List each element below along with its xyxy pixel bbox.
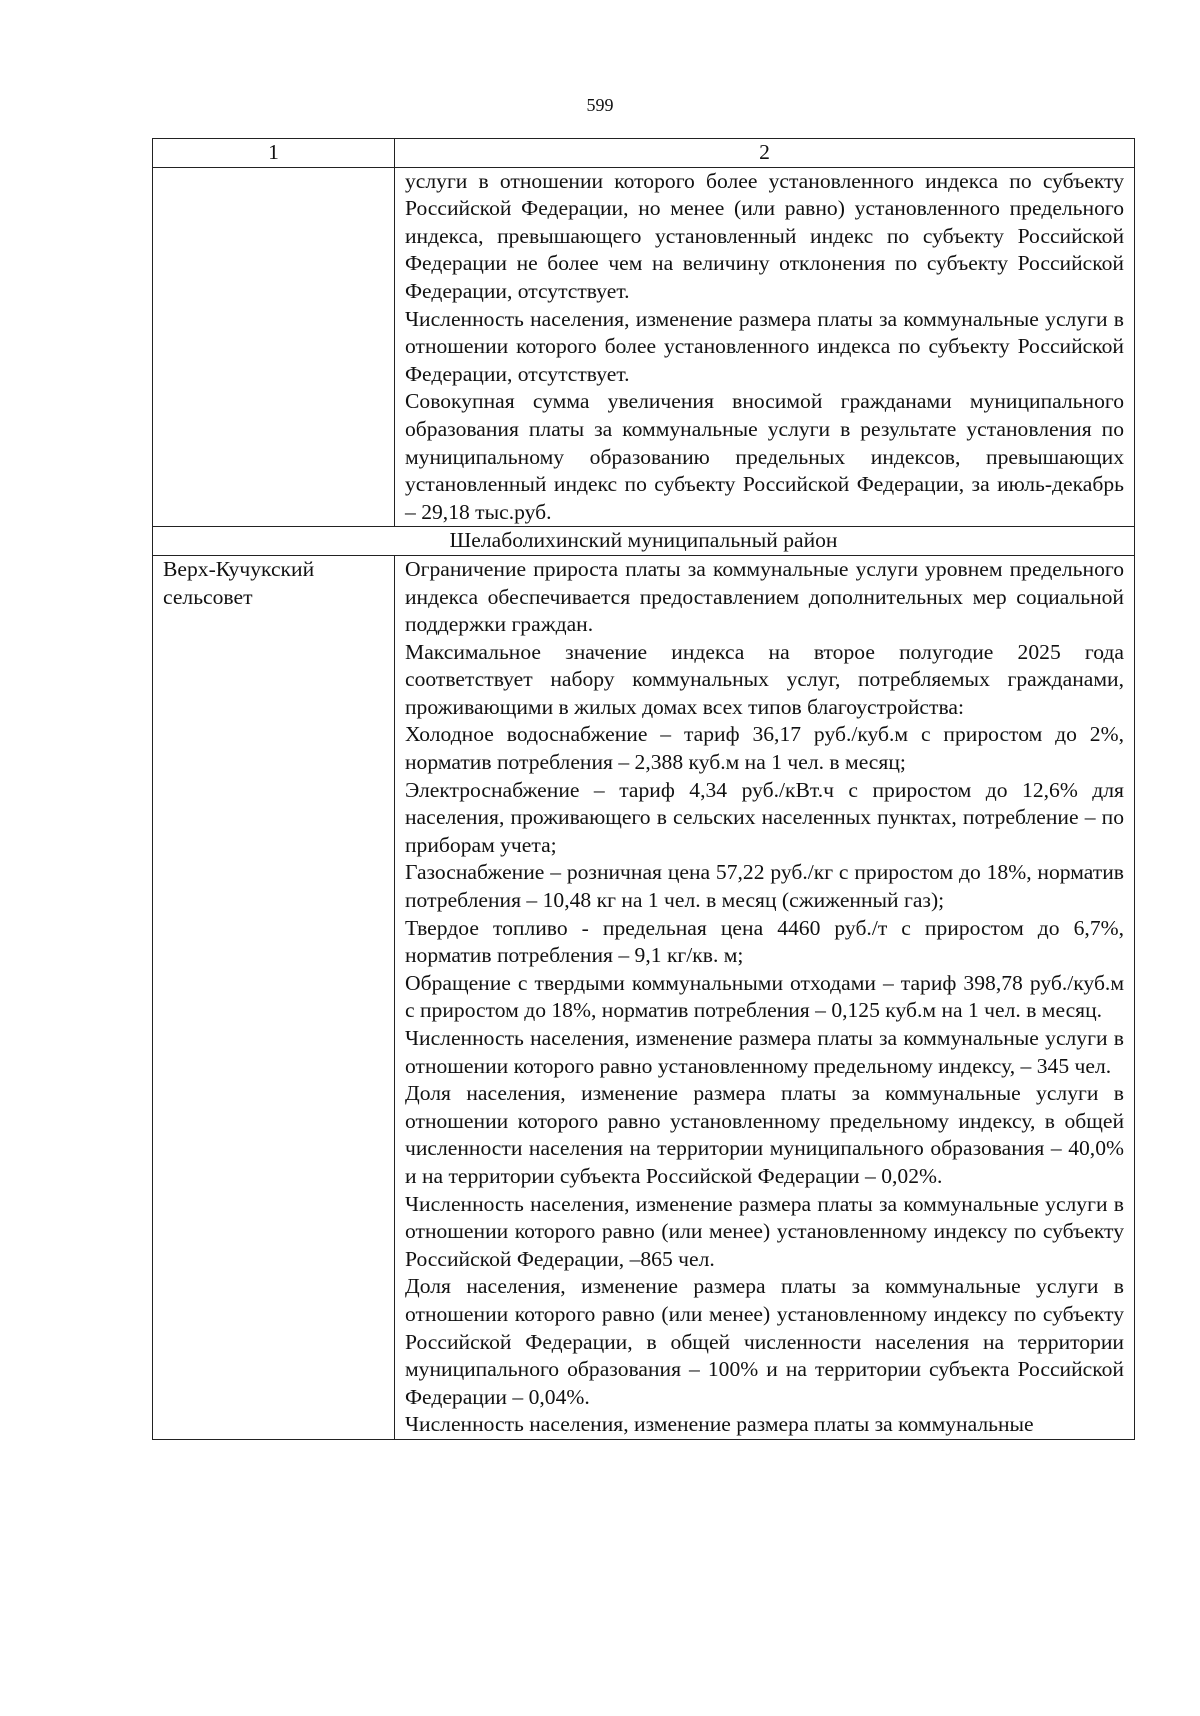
paragraph: Максимальное значение индекса на второе полугодие 2025 года соответствует набору коммунальных услуг, потребляемых гражданами, проживающими в жилых домах всех типов благоустройства: xyxy=(405,639,1124,719)
paragraph: Холодное водоснабжение – тариф 36,17 руб./куб.м с приростом до 2%, норматив потребления – 2,388 куб.м на 1 чел. в месяц; xyxy=(405,722,1124,775)
paragraph: услуги в отношении которого более установленного индекса по субъекту Российской Федерации, но менее (или равно) установленного предельного индекса, превышающего установленный индекс по субъекту Российской Федерации не более чем на величину отклонения по субъекту Российской Федерации, отсутствует. xyxy=(405,168,1124,303)
column-header-2: 2 xyxy=(395,139,1135,168)
table-row xyxy=(153,555,1135,1439)
paragraph: Численность населения, изменение размера платы за коммунальные xyxy=(405,1412,1034,1437)
section-row xyxy=(153,527,1135,556)
data-table xyxy=(152,138,1135,1440)
paragraph: Доля населения, изменение размера платы за коммунальные услуги в отношении которого равно установленному предельному индексу, в общей численности населения на территории муниципального образования – 40,0% и на территории субъекта Российской Федерации – 0,02%. xyxy=(405,1081,1124,1188)
paragraph: Численность населения, изменение размера платы за коммунальные услуги в отношении которого равно установленному предельному индексу, – 345 чел. xyxy=(405,1026,1124,1078)
paragraph: Ограничение прироста платы за коммунальные услуги уровнем предельного индекса обеспечивается предоставлением дополнительных мер социальной поддержки граждан. xyxy=(405,556,1124,637)
table-header-row xyxy=(153,139,1135,168)
description-cell xyxy=(395,167,1135,527)
paragraph: Численность населения, изменение размера платы за коммунальные услуги в отношении которого более установленного индекса по субъекту Российской Федерации, отсутствует. xyxy=(405,306,1124,386)
page-number: 599 xyxy=(586,95,614,115)
description-cell xyxy=(395,555,1135,1439)
paragraph: Доля населения, изменение размера платы за коммунальные услуги в отношении которого равно (или менее) установленному индексу по субъекту Российской Федерации, в общей численности населения на территории муниципального образования – 100% и на территории субъекта Российской Федерации – 0,04%. xyxy=(405,1274,1124,1409)
paragraph: Твердое топливо - предельная цена 4460 руб./т с приростом до 6,7%, норматив потребления – 9,1 кг/кв. м; xyxy=(405,915,1124,968)
paragraph: Численность населения, изменение размера платы за коммунальные услуги в отношении которого равно (или менее) установленному индексу по субъекту Российской Федерации, –865 чел. xyxy=(405,1191,1124,1271)
paragraph: Совокупная сумма увеличения вносимой гражданами муниципального образования платы за коммунальные услуги в результате установления по муниципальному образованию предельных индексов, превышающих установленный индекс по субъекту Российской Федерации, за июль-декабрь – 29,18 тыс.руб. xyxy=(405,389,1124,524)
municipality-cell-empty xyxy=(153,167,395,527)
column-header-1: 1 xyxy=(153,139,395,168)
paragraph: Газоснабжение – розничная цена 57,22 руб./кг с приростом до 18%, норматив потребления – 10,48 кг на 1 чел. в месяц (сжиженный газ); xyxy=(405,860,1124,913)
table-row-continuation xyxy=(153,167,1135,527)
paragraph: Электроснабжение – тариф 4,34 руб./кВт.ч с приростом до 12,6% для населения, проживающего в сельских населенных пунктах, потребление – по приборам учета; xyxy=(405,777,1124,857)
municipality-name: Верх-Кучукский сельсовет xyxy=(153,555,395,1439)
paragraph: Обращение с твердыми коммунальными отходами – тариф 398,78 руб./куб.м с приростом до 18%, норматив потребления – 0,125 куб.м на 1 чел. в месяц. xyxy=(405,970,1124,1023)
section-title: Шелаболихинский муниципальный район xyxy=(153,527,1135,556)
